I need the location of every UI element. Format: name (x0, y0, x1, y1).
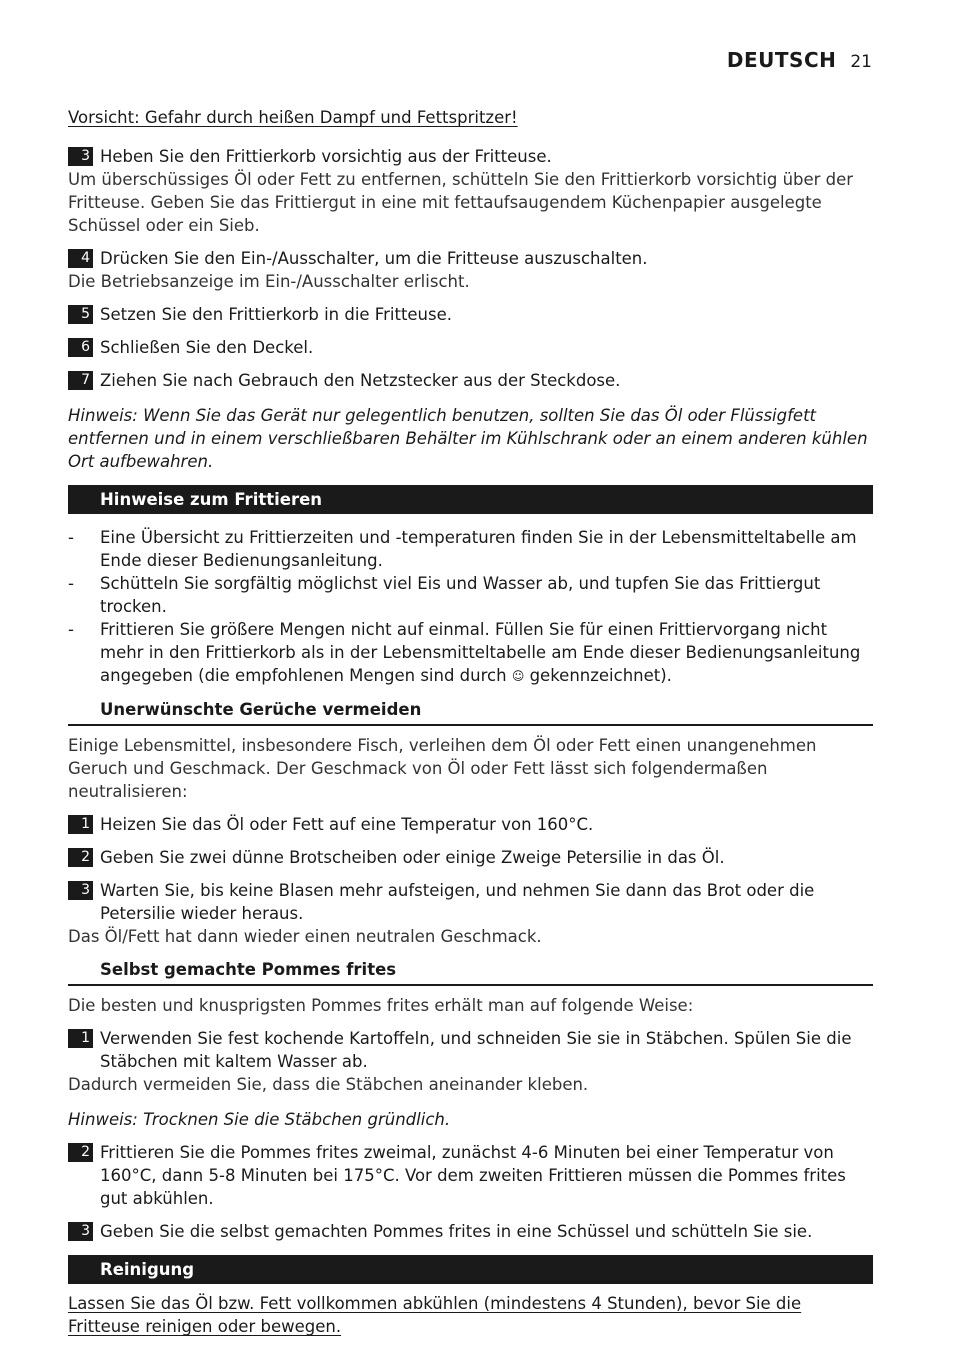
step-text: Heben Sie den Frittierkorb vorsichtig aus der Fritteuse. (100, 147, 552, 166)
warning-cool-down: Lassen Sie das Öl bzw. Fett vollkommen abkühlen (mindestens 4 Stunden), bevor Sie die Fritteuse reinigen oder bewegen. (68, 1294, 802, 1336)
page-content (68, 106, 873, 1338)
list-item-text: Eine Übersicht zu Frittierzeiten und -temperaturen finden Sie in der Lebensmitteltabelle am Ende dieser Bedienungsanleitung. (100, 528, 857, 570)
tips-list (68, 526, 873, 688)
fries-intro: Die besten und knusprigsten Pommes frites erhält man auf folgende Weise: (68, 996, 694, 1015)
step-followup-text: Um überschüssiges Öl oder Fett zu entfernen, schütteln Sie den Frittierkorb vorsichtig über der Fritteuse. Geben Sie das Frittiergut in eine mit fettaufsaugendem Küchenpapier ausgelegte Schüssel oder ein Sieb. (68, 170, 854, 235)
step-number-badge: 3 (68, 1222, 93, 1241)
step-text: Setzen Sie den Frittierkorb in die Fritteuse. (100, 305, 453, 324)
section-heading-tips: Hinweise zum Frittieren (68, 485, 873, 514)
step-number-badge: 1 (68, 815, 93, 834)
step-number-badge: 5 (68, 305, 93, 324)
step-text: Heizen Sie das Öl oder Fett auf eine Temperatur von 160°C. (100, 815, 594, 834)
smell-step-2 (68, 846, 873, 869)
step-number-badge: 1 (68, 1029, 93, 1048)
step-text: Geben Sie zwei dünne Brotscheiben oder einige Zweige Petersilie in das Öl. (100, 848, 725, 867)
warning-hot-steam: Vorsicht: Gefahr durch heißen Dampf und Fettspritzer! (68, 108, 518, 127)
section-heading-fries: Selbst gemachte Pommes frites (68, 958, 873, 986)
step-number-badge: 6 (68, 338, 93, 357)
step-followup-text: Das Öl/Fett hat dann wieder einen neutralen Geschmack. (68, 927, 542, 946)
fries-step-2 (68, 1141, 873, 1210)
fries-step-1 (68, 1027, 873, 1073)
smell-step-1 (68, 813, 873, 836)
step-followup-text: Dadurch vermeiden Sie, dass die Stäbchen aneinander kleben. (68, 1075, 589, 1094)
step-3-lift-basket (68, 145, 873, 168)
step-number-badge: 3 (68, 881, 93, 900)
step-text: Frittieren Sie die Pommes frites zweimal, zunächst 4-6 Minuten bei einer Temperatur von 160°C, dann 5-8 Minuten bei 175°C. Vor dem zweiten Frittieren müssen die Pommes frites gut abkühlen. (100, 1143, 846, 1208)
note-storage: Hinweis: Wenn Sie das Gerät nur gelegentlich benutzen, sollten Sie das Öl oder Flüssigfett entfernen und in einem verschließbaren Behälter im Kühlschrank oder an einem anderen kühlen Ort aufbewahren. (68, 406, 868, 471)
list-item-text: Frittieren Sie größere Mengen nicht auf einmal. Füllen Sie für einen Frittiervorgang nicht mehr in den Frittierkorb als in der Lebensmitteltabelle am Ende dieser Bedienungsanleitung angegeben (die empfohlenen Mengen sind durch (100, 620, 861, 685)
step-number-badge: 2 (68, 1143, 93, 1162)
step-text: Ziehen Sie nach Gebrauch den Netzstecker aus der Steckdose. (100, 371, 621, 390)
quantity-mark-icon: ☺ (511, 669, 525, 683)
smell-intro: Einige Lebensmittel, insbesondere Fisch, verleihen dem Öl oder Fett einen unangenehmen Geruch und Geschmack. Der Geschmack von Öl oder Fett lässt sich folgendermaßen neutralisieren: (68, 736, 817, 801)
step-7-unplug (68, 369, 873, 392)
step-text: Geben Sie die selbst gemachten Pommes frites in eine Schüssel und schütteln Sie sie. (100, 1222, 813, 1241)
step-5-insert-basket (68, 303, 873, 326)
list-item-text: Schütteln Sie sorgfältig möglichst viel Eis und Wasser ab, und tupfen Sie das Frittiergut trocken. (100, 574, 821, 616)
fries-step-3 (68, 1220, 873, 1243)
section-heading-smell: Unerwünschte Gerüche vermeiden (68, 698, 873, 726)
dash-bullet: - (68, 620, 74, 639)
smell-step-3 (68, 879, 873, 925)
step-number-badge: 2 (68, 848, 93, 867)
step-text: Warten Sie, bis keine Blasen mehr aufsteigen, und nehmen Sie dann das Brot oder die Petersilie wieder heraus. (100, 881, 815, 923)
step-number-badge: 7 (68, 371, 93, 390)
list-item-text-end: gekennzeichnet). (529, 666, 672, 685)
step-number-badge: 4 (68, 249, 93, 268)
language-label: DEUTSCH (726, 48, 837, 72)
step-text: Verwenden Sie fest kochende Kartoffeln, und schneiden Sie sie in Stäbchen. Spülen Sie die Stäbchen mit kaltem Wasser ab. (100, 1029, 852, 1071)
dash-bullet: - (68, 528, 74, 547)
section-heading-cleaning: Reinigung (68, 1255, 873, 1284)
note-dry-sticks: Hinweis: Trocknen Sie die Stäbchen gründlich. (68, 1110, 451, 1129)
step-6-close-lid (68, 336, 873, 359)
page-header (727, 48, 872, 72)
step-text: Drücken Sie den Ein-/Ausschalter, um die Fritteuse auszuschalten. (100, 249, 648, 268)
step-followup-text: Die Betriebsanzeige im Ein-/Ausschalter erlischt. (68, 272, 470, 291)
step-4-switch-off (68, 247, 873, 270)
list-item (68, 572, 873, 618)
step-text: Schließen Sie den Deckel. (100, 338, 314, 357)
dash-bullet: - (68, 574, 74, 593)
page-number: 21 (850, 52, 872, 72)
step-number-badge: 3 (68, 147, 93, 166)
list-item (68, 618, 873, 688)
list-item (68, 526, 873, 572)
